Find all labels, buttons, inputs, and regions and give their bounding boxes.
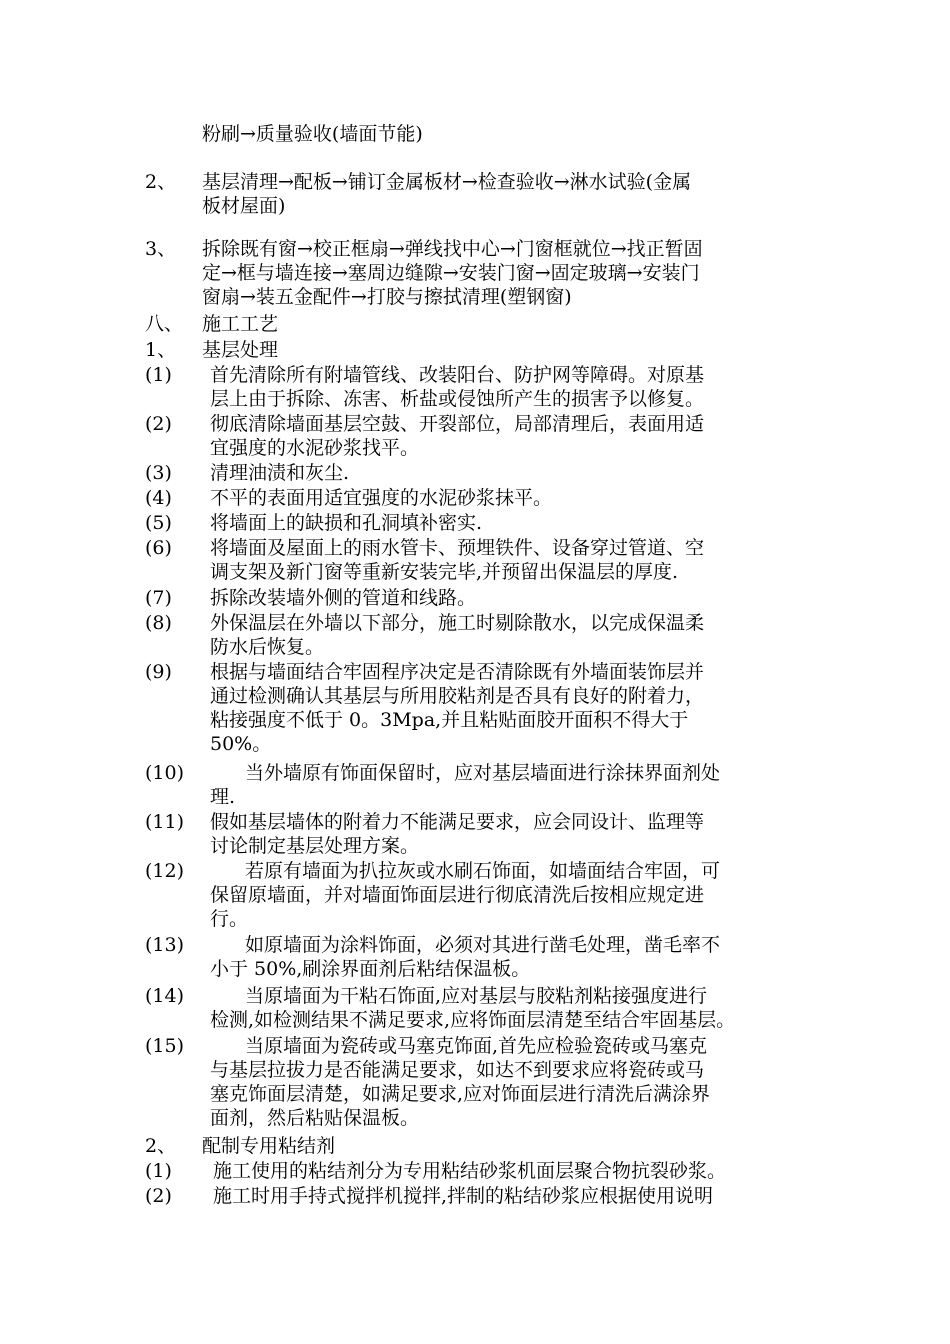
text-line: 粉刷→质量验收(墙面节能) [202, 123, 423, 145]
text-line: 根据与墙面结合牢固程序决定是否清除既有外墙面装饰层并 [210, 661, 705, 683]
item-number: (7) [145, 587, 172, 609]
item-number: 3、 [145, 238, 177, 260]
text-line: 检测,如检测结果不满足要求,应将饰面层清楚至结合牢固基层。 [210, 1009, 736, 1031]
text-line: 与基层拉拔力是否能满足要求，如达不到要求应将瓷砖或马 [210, 1059, 705, 1081]
item-text: 清理油渍和灰尘. [210, 462, 350, 484]
item-text [210, 1034, 710, 1130]
item-text [210, 984, 735, 1032]
item-text [210, 363, 704, 411]
item-text: 不平的表面用适宜强度的水泥砂浆抹平。 [210, 487, 553, 509]
item-number: (6) [145, 537, 172, 559]
item-number: (2) [145, 413, 172, 435]
text-line: 首先清除所有附墙管线、改装阳台、防护网等障碍。对原基 [210, 364, 705, 386]
item-text [210, 611, 704, 659]
item-number: (2) [145, 1185, 172, 1207]
item-number: (10) [145, 762, 185, 784]
text-line: 当原墙面为瓷砖或马塞克饰面,首先应检验瓷砖或马塞克 [245, 1035, 708, 1057]
heading-text: 配制专用粘结剂 [202, 1135, 336, 1157]
item-text: 将墙面上的缺损和孔洞填补密实. [210, 512, 483, 534]
item-number: (1) [145, 1160, 172, 1182]
item-number: (5) [145, 512, 172, 534]
text-line: 塞克饰面层清楚，如满足要求,应对饰面层进行清洗后满涂界 [210, 1083, 711, 1105]
item-number: (12) [145, 860, 185, 882]
heading-number: 2、 [145, 1135, 177, 1157]
item-text [210, 859, 720, 931]
text-line: 当外墙原有饰面保留时，应对基层墙面进行涂抹界面剂处 [245, 762, 721, 784]
text-line: 窗扇→装五金配件→打胶与擦拭清理(塑钢窗) [202, 286, 572, 308]
text-line: 基层清理→配板→铺订金属板材→检查验收→淋水试验(金属 [202, 171, 692, 193]
item-number: (13) [145, 934, 185, 956]
item-text: 施工时用手持式搅拌机搅拌,拌制的粘结砂浆应根据使用说明 [213, 1185, 714, 1207]
item-text [202, 170, 691, 218]
item-text: 施工使用的粘结剂分为专用粘结砂浆机面层聚合物抗裂砂浆。 [213, 1160, 727, 1182]
item-number: (9) [145, 661, 172, 683]
item-number: (14) [145, 985, 185, 1007]
text-line: 若原有墙面为扒拉灰或水刷石饰面，如墙面结合牢固，可 [245, 860, 721, 882]
text-line: 粘接强度不低于 0。3Mpa,并且粘贴面胶开面积不得大于 [210, 709, 689, 731]
item-text [210, 761, 720, 809]
text-line: 小于 50%,刷涂界面剂后粘结保温板。 [210, 958, 531, 980]
text-line: 假如基层墙体的附着力不能满足要求，应会同设计、监理等 [210, 811, 705, 833]
item-text [202, 237, 703, 309]
text-line: 防水后恢复。 [210, 636, 325, 658]
heading-text: 施工工艺 [202, 313, 279, 335]
item-number: (3) [145, 462, 172, 484]
text-line: 调支架及新门窗等重新安装完毕,并预留出保温层的厚度. [210, 561, 679, 583]
text-line: 如原墙面为涂料饰面，必须对其进行凿毛处理，凿毛率不 [245, 934, 721, 956]
text-line: 板材屋面) [202, 195, 286, 217]
item-text [210, 536, 704, 584]
text-line: 行。 [210, 908, 249, 930]
text-line: 理. [210, 786, 236, 808]
text-line: 将墙面及屋面上的雨水管卡、预埋铁件、设备穿过管道、空 [210, 537, 705, 559]
item-number: (1) [145, 364, 172, 386]
heading-text: 基层处理 [202, 339, 279, 361]
text-line: 讨论制定基层处理方案。 [210, 835, 420, 857]
text-line: 彻底清除墙面基层空鼓、开裂部位，局部清理后，表面用适 [210, 413, 705, 435]
item-text: 拆除改装墙外侧的管道和线路。 [210, 587, 477, 609]
text-line: 宜强度的水泥砂浆找平。 [210, 437, 420, 459]
item-text [210, 412, 704, 460]
text-line: 面剂，然后粘贴保温板。 [210, 1107, 420, 1129]
text-line: 保留原墙面，并对墙面饰面层进行彻底清洗后按相应规定进 [210, 884, 705, 906]
item-number: (4) [145, 487, 172, 509]
heading-number: 八、 [145, 313, 184, 335]
item-number: (15) [145, 1035, 185, 1057]
item-text [210, 810, 704, 858]
item-number: (8) [145, 612, 172, 634]
text-line: 当原墙面为干粘石饰面,应对基层与胶粘剂粘接强度进行 [245, 985, 708, 1007]
text-line: 拆除既有窗→校正框扇→弹线找中心→门窗框就位→找正暂固 [202, 238, 703, 260]
item-text [210, 660, 704, 756]
text-line: 定→框与墙连接→塞周边缝隙→安装门窗→固定玻璃→安装门 [202, 262, 700, 284]
text-line: 50%。 [210, 733, 272, 755]
item-number: (11) [145, 811, 185, 833]
heading-number: 1、 [145, 339, 177, 361]
text-line: 通过检测确认其基层与所用胶粘剂是否具有良好的附着力， [210, 685, 705, 707]
text-line: 外保温层在外墙以下部分，施工时剔除散水，以完成保温柔 [210, 612, 705, 634]
item-number: 2、 [145, 171, 177, 193]
text-line: 层上由于拆除、冻害、析盐或侵蚀所产生的损害予以修复。 [210, 388, 705, 410]
item-text [210, 933, 720, 981]
